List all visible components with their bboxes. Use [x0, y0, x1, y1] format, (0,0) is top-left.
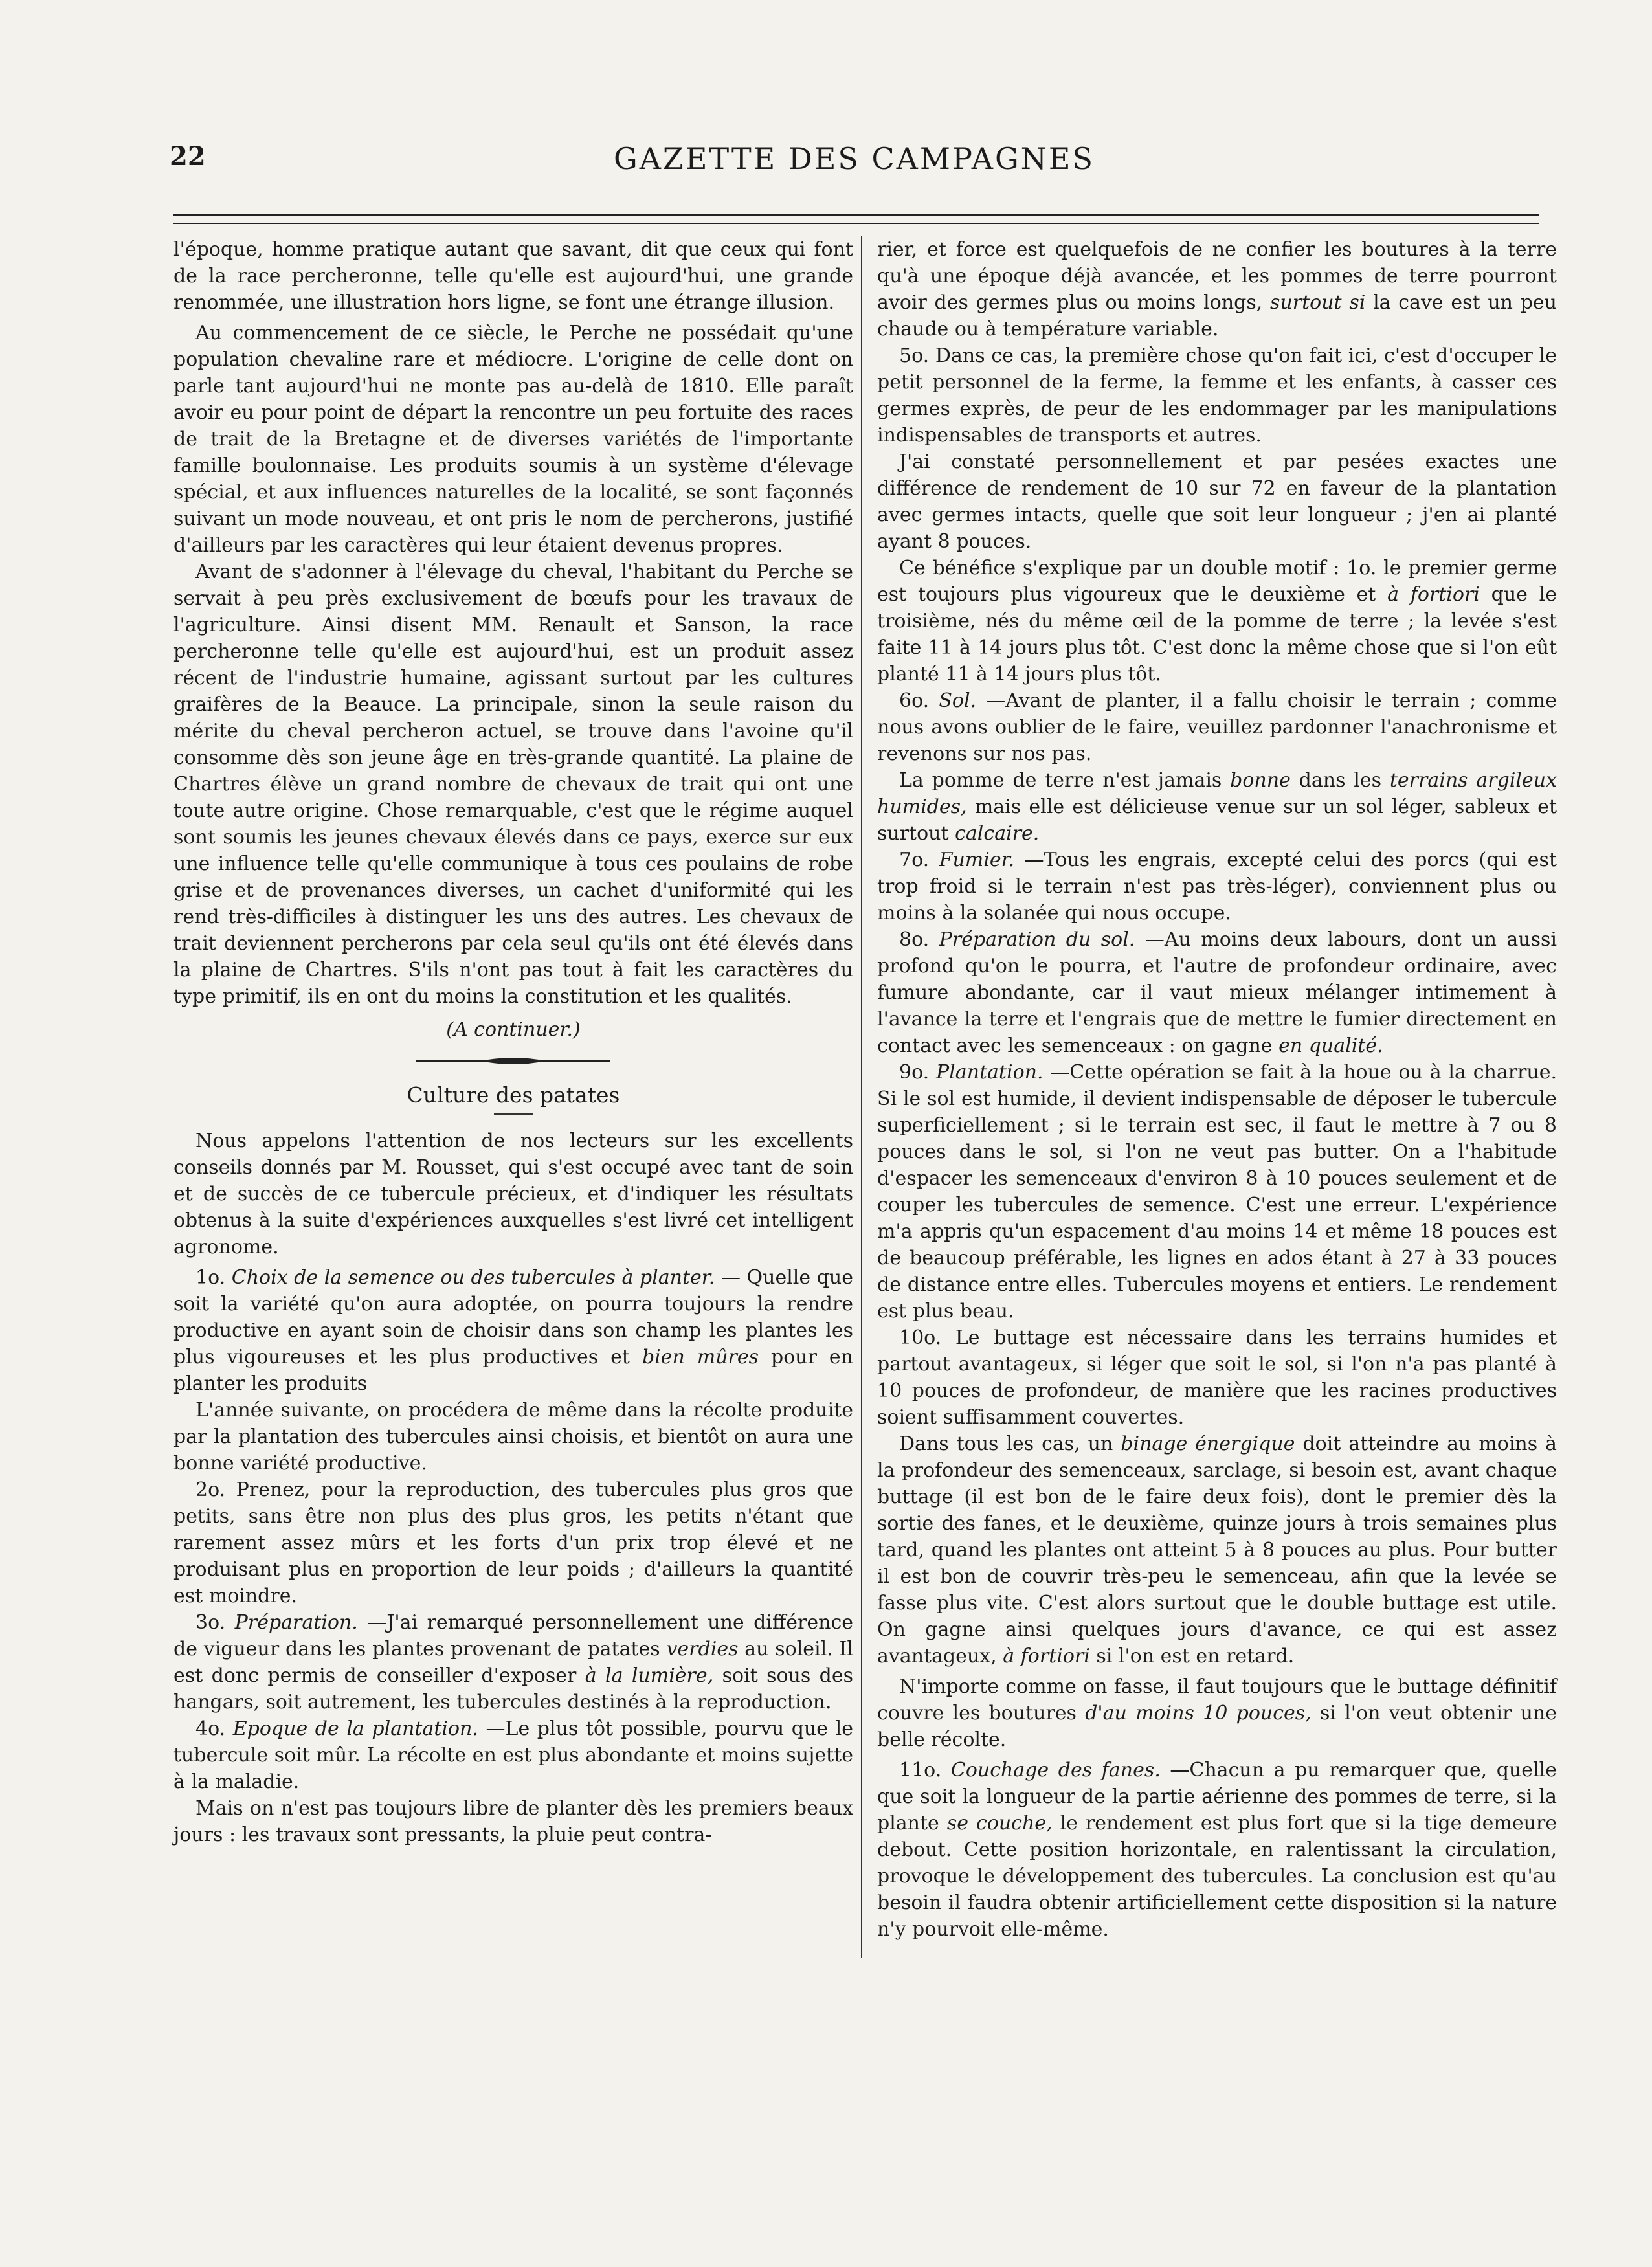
item-text: —Cette opération se fait à la houe ou à la charrue. Si le sol est humide, il devient indispensable de déposer le tubercule superficiellement ; si le terrain est sec, il faut le mettre à 7 ou 8 pouces dans le sol, si l'on ne veut pas butter. On a l'habitude d'espacer les semenceaux d'environ 8 à 10 pouces seulement et de couper les tubercules de semence. C'est une erreur. L'expérience m'a appris qu'un espacement d'au moins 14 et même 18 pouces est de beaucoup préférable, les lignes en ados étant à 27 à 33 pouces de distance entre elles. Tubercules moyens et entiers. Le rendement est plus beau. — [877, 1061, 1557, 1323]
item-text: Dans tous les cas, un — [899, 1433, 1113, 1455]
paragraph: J'ai constaté personnellement et par pesées exactes une différence de rendement de 10 sur 72 en faveur de la plantation avec germes intacts, quelle que soit leur longueur ; j'en ai planté ayant 8 pouces. — [877, 451, 1557, 553]
item-text: le rendement est plus fort que si la tige demeure debout. Cette position horizontale, en ralentissant la circulation, provoque le développement des tubercules. La conclusion est qu'au besoin il faudra obtenir artificiellement cette disposition si la nature n'y pourvoit elle-même. — [877, 1812, 1557, 1941]
item-text: — Quelle que soit la variété qu'on aura adoptée, on pourra toujours la rendre productive en ayant soin de choisir dans son champ les plantes les plus vigoureuses et les plus productives et — [173, 1266, 853, 1368]
paragraph: Avant de s'adonner à l'élevage du cheval, l'habitant du Perche se servait à peu près exclusivement de bœufs pour les travaux de l'agriculture. Ainsi disent MM. Renault et Sanson, la race percheronne telle qu'elle est aujourd'hui, est un produit assez récent de l'industrie humaine, agissant surtout par les cultures graifères de la Beauce. La principale, sinon la seule raison du mérite du cheval percheron actuel, se trouve dans l'avoine qu'il consomme dès son jeune âge en très-grande quantité. La plaine de Chartres élève un grand nombre de chevaux de trait qui ont une toute autre origine. Chose remarquable, c'est que le régime auquel sont soumis les jeunes chevaux élevés dans ce pays, exerce sur eux une influence telle qu'elle communique à tous ces poulains de robe grise et de provenances diverses, un cachet d'uniformité qui les rend très-difficiles à distinguer les uns des autres. Les chevaux de trait deviennent percherons par cela seul qu'ils ont été élevés dans la plaine de Chartres. S'ils n'ont pas tout à fait les caractères du type primitif, ils en ont du moins la constitution et les qualités. — [173, 561, 853, 1008]
paragraph — [877, 555, 1557, 687]
item-number: 7o. — [899, 849, 930, 871]
to-be-continued: (A continuer.) — [446, 1018, 581, 1041]
item-emphasis: terrains argileux humides, — [877, 769, 1557, 818]
right-column — [877, 236, 1557, 1943]
column-divider — [861, 236, 862, 1958]
page-number: 22 — [170, 141, 206, 172]
item-text: rier, et force est quelquefois de ne confier les boutures à la terre qu'à une époque déjà avancée, et les pommes de terre pourront avoir des germes plus ou moins longs, — [877, 238, 1557, 314]
paragraph: L'année suivante, on procédera de même dans la récolte produite par la plantation des tubercules ainsi choisis, et bientôt on aura une bonne variété productive. — [173, 1399, 853, 1475]
paragraph — [173, 1609, 853, 1715]
journal-title: GAZETTE DES CAMPAGNES — [613, 141, 1095, 176]
item-text: —Chacun a pu remarquer que, quelle que soit la longueur de la partie aérienne des pommes de terre, si la plante — [877, 1759, 1557, 1835]
paragraph — [877, 236, 1557, 342]
item-text: soit sous des hangars, soit autrement, les tubercules destinés à la reproduction. — [173, 1664, 853, 1714]
item-number: 9o. — [899, 1061, 930, 1084]
item-number: 6o. — [899, 689, 930, 712]
paragraph: 5o. Dans ce cas, la première chose qu'on fait ici, c'est d'occuper le petit personnel de la ferme, la femme et les enfants, à casser ces germes exprès, de peur de les endommager par les manipulations indispensables de transports et autres. — [877, 344, 1557, 447]
item-text: N'importe comme on fasse, il faut toujours que le buttage définitif couvre les boutures — [877, 1675, 1557, 1725]
item-text: que le troisième, nés du même œil de la pomme de terre ; la levée s'est faite 11 à 14 jours plus tôt. C'est donc la même chose que si l'on eût planté 11 à 14 jours plus tôt. — [877, 583, 1557, 686]
item-heading: Sol. — [939, 689, 977, 712]
item-text: pour en planter les produits — [173, 1346, 853, 1395]
item-emphasis: bien mûres — [642, 1346, 759, 1368]
item-text: dans les — [1299, 769, 1382, 792]
item-heading: Epoque de la plantation. — [232, 1717, 478, 1740]
item-text: —Le plus tôt possible, pourvu que le tubercule soit mûr. La récolte en est plus abondante et moins sujette à la maladie. — [173, 1717, 853, 1793]
item-text: mais elle est délicieuse venue sur un sol léger, sableux et surtout — [877, 796, 1557, 845]
paragraph — [877, 1059, 1557, 1324]
item-text: La pomme de terre n'est jamais — [899, 769, 1222, 792]
item-heading: Préparation. — [234, 1611, 358, 1634]
paragraph — [877, 926, 1557, 1059]
paragraph — [877, 1431, 1557, 1670]
item-emphasis: surtout si — [1270, 291, 1366, 314]
paragraph — [877, 687, 1557, 767]
paragraph — [877, 847, 1557, 926]
item-number: 3o. — [195, 1611, 226, 1634]
item-text: Ce bénéfice s'explique par un double motif : 1o. le premier germe est toujours plus vigoureux que le deuxième et — [877, 557, 1557, 606]
item-text: si l'on veut obtenir une belle récolte. — [877, 1702, 1557, 1751]
item-number: 4o. — [195, 1717, 226, 1740]
paragraph: l'époque, homme pratique autant que savant, dit que ceux qui font de la race percheronne, telle qu'elle est aujourd'hui, une grande renommée, une illustration hors ligne, se font une étrange illusion. — [173, 238, 853, 314]
item-heading: Fumier. — [939, 849, 1015, 871]
item-heading: Plantation. — [936, 1061, 1044, 1084]
item-number: 11o. — [899, 1759, 942, 1781]
paragraph — [877, 767, 1557, 847]
item-emphasis: se couche, — [946, 1812, 1053, 1835]
item-emphasis: en qualité. — [1278, 1034, 1383, 1057]
paragraph: Nous appelons l'attention de nos lecteurs sur les excellents conseils donnés par M. Rousset, qui s'est occupé avec tant de soin et de succès de ce tubercule précieux, et d'indiquer les résultats obtenus à la suite d'expériences auxquelles s'est livré cet intelligent agronome. — [173, 1130, 853, 1258]
item-number: 8o. — [899, 928, 930, 951]
item-emphasis: d'au moins 10 pouces, — [1085, 1702, 1312, 1725]
title-rule — [494, 1113, 533, 1115]
item-number: 1o. — [195, 1266, 226, 1289]
running-head — [170, 141, 1539, 180]
item-text: —Tous les engrais, excepté celui des porcs (qui est trop froid si le terrain n'est pas très-léger), conviennent plus ou moins à la solanée qui nous occupe. — [877, 849, 1557, 924]
paragraph: Mais on n'est pas toujours libre de planter dès les premiers beaux jours : les travaux sont pressants, la pluie peut contra- — [173, 1797, 853, 1846]
left-column — [173, 236, 853, 1848]
item-text: —Au moins deux labours, dont un aussi profond qu'on le pourra, et l'autre de profondeur ordinaire, avec fumure abondante, car il vaut mieux mélanger intimement à l'avance la terre et l'engrais que de mettre le fumier directement en contact avec les semenceaux : on gagne — [877, 928, 1557, 1057]
item-emphasis: à fortiori — [1387, 583, 1480, 606]
item-emphasis: à la lumière, — [585, 1664, 714, 1687]
paragraph — [173, 1264, 853, 1397]
paragraph: 2o. Prenez, pour la reproduction, des tubercules plus gros que petits, sans être non plus des plus gros, les petits n'étant que rarement assez mûrs et les forts d'un prix trop élevé et ne produisant plus en proportion de leur poids ; d'ailleurs la quantité est moindre. — [173, 1479, 853, 1607]
item-heading: Choix de la semence ou des tubercules à planter. — [231, 1266, 715, 1289]
item-emphasis: à fortiori — [1003, 1645, 1090, 1668]
section-title: Culture des patates — [407, 1082, 620, 1108]
item-text: la cave est un peu chaude ou à température variable. — [877, 291, 1557, 341]
paragraph — [877, 1673, 1557, 1753]
header-rule — [173, 214, 1539, 224]
item-heading: Préparation du sol. — [939, 928, 1135, 951]
item-text: —J'ai remarqué personnellement une différence de vigueur dans les plantes provenant de patates — [173, 1611, 854, 1660]
item-text: doit atteindre au moins à la profondeur des semenceaux, sarclage, si besoin est, avant chaque buttage (il est bon de le faire deux fois), dont le premier dès la sortie des fanes, et le deuxième, quinze jours à trois semaines plus tard, quand les plantes ont atteint 5 à 8 pouces au plus. Pour butter il est bon de couvrir très-peu le semenceau, afin que la levée se fasse plus vite. C'est alors surtout que le double buttage est utile. On gagne ainsi quelques jours d'avance, ce qui est assez avantageux, — [877, 1433, 1557, 1668]
paragraph — [173, 1715, 853, 1795]
item-text: au soleil. Il est donc permis de conseiller d'exposer — [173, 1638, 853, 1687]
paragraph: Au commencement de ce siècle, le Perche ne possédait qu'une population chevaline rare et médiocre. L'origine de celle dont on parle tant aujourd'hui ne monte pas au-delà de 1810. Elle paraît avoir eu pour point de départ la rencontre un peu fortuite des races de trait de la Bretagne et de diverses variétés de l'importante famille boulonnaise. Les produits soumis à un système d'élevage spécial, et aux influences naturelles de la localité, se sont façonnés suivant un mode nouveau, et ont pris le nom de percherons, justifié d'ailleurs par les caractères qui leur étaient devenus propres. — [173, 322, 853, 557]
item-heading: Couchage des fanes. — [950, 1759, 1161, 1781]
item-emphasis: verdies — [666, 1638, 739, 1660]
paragraph — [877, 1757, 1557, 1943]
item-text: si l'on est en retard. — [1096, 1645, 1295, 1668]
item-emphasis: calcaire. — [955, 822, 1040, 845]
item-emphasis: bonne — [1230, 769, 1291, 792]
item-text: —Avant de planter, il a fallu choisir le terrain ; comme nous avons oublier de le faire, veuillez pardonner l'anachronisme et revenons sur nos pas. — [877, 689, 1557, 765]
paragraph: 10o. Le buttage est nécessaire dans les terrains humides et partout avantageux, si léger que soit le sol, si l'on n'a pas planté à 10 pouces de profondeur, de manière que les racines productives soient suffisamment couvertes. — [877, 1326, 1557, 1429]
item-emphasis: binage énergique — [1121, 1433, 1295, 1455]
ornament-rule — [410, 1056, 617, 1066]
